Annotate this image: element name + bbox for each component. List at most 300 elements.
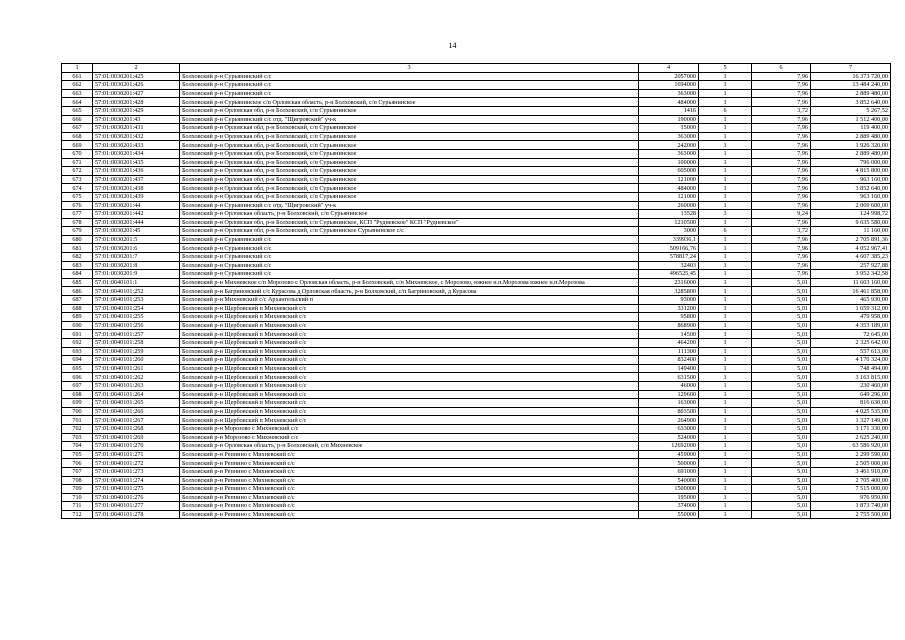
- address-cell: Болховский р-н Щербовский п Михневский с/с: [180, 381, 639, 390]
- row-number-cell: 681: [62, 244, 93, 253]
- cadastral-number-cell: 57:01:0030201:43: [93, 115, 180, 124]
- cadastral-number-cell: 57:01:0040101:265: [93, 399, 180, 408]
- rate-cell: 7,96: [752, 167, 811, 176]
- cadastral-value-cell: 1 659 312,00: [811, 304, 891, 313]
- land-plots-table: [61, 63, 891, 519]
- rate-cell: 7,96: [752, 184, 811, 193]
- header-row: [62, 64, 891, 73]
- row-number-cell: 710: [62, 493, 93, 502]
- row-number-cell: 694: [62, 356, 93, 365]
- area-cell: 832400: [639, 356, 699, 365]
- area-cell: 100000: [639, 158, 699, 167]
- table-row: [62, 132, 891, 141]
- table-row: [62, 459, 891, 468]
- table-row: [62, 192, 891, 201]
- address-cell: Болховский р-н Сурьянинский с/с: [180, 235, 639, 244]
- rate-cell: 9,24: [752, 210, 811, 219]
- cadastral-value-cell: 2 625 240,00: [811, 433, 891, 442]
- category-cell: 1: [699, 141, 752, 150]
- table-row: [62, 106, 891, 115]
- area-cell: 195000: [639, 493, 699, 502]
- category-cell: 1: [699, 270, 752, 279]
- area-cell: 121000: [639, 175, 699, 184]
- table-row: [62, 81, 891, 90]
- area-cell: 484000: [639, 98, 699, 107]
- table-row: [62, 218, 891, 227]
- address-cell: Болховский р-н Орловская область, р-н Болховский, с/п Михневское: [180, 442, 639, 451]
- table-row: [62, 253, 891, 262]
- area-cell: 331200: [639, 304, 699, 313]
- cadastral-value-cell: 649 296,00: [811, 390, 891, 399]
- cadastral-number-cell: 57:01:0030201:6: [93, 244, 180, 253]
- table-row: [62, 149, 891, 158]
- cadastral-value-cell: 3 952 342,58: [811, 270, 891, 279]
- column-header: 5: [699, 64, 752, 73]
- cadastral-number-cell: 57:01:0040101:262: [93, 373, 180, 382]
- area-cell: 633000: [639, 424, 699, 433]
- row-number-cell: 699: [62, 399, 93, 408]
- address-cell: Болховский р-н Багриновский с/с Курасова д Орловская область, р-н Болховский, с/п Багриновский, д Курасова: [180, 287, 639, 296]
- area-cell: 363000: [639, 89, 699, 98]
- area-cell: 524000: [639, 433, 699, 442]
- table-row: [62, 201, 891, 210]
- address-cell: Болховский р-н Сурьянинский с/с: [180, 253, 639, 262]
- table-row: [62, 485, 891, 494]
- category-cell: 1: [699, 510, 752, 519]
- cadastral-value-cell: 257 927,88: [811, 261, 891, 270]
- table-row: [62, 399, 891, 408]
- category-cell: 1: [699, 339, 752, 348]
- cadastral-number-cell: 57:01:0030201:428: [93, 98, 180, 107]
- row-number-cell: 679: [62, 227, 93, 236]
- area-cell: 484000: [639, 184, 699, 193]
- row-number-cell: 668: [62, 132, 93, 141]
- area-cell: 121000: [639, 192, 699, 201]
- rate-cell: 7,96: [752, 218, 811, 227]
- cadastral-number-cell: 57:01:0030201:433: [93, 141, 180, 150]
- cadastral-value-cell: 4 170 324,00: [811, 356, 891, 365]
- table-row: [62, 373, 891, 382]
- cadastral-value-cell: 16 461 858,00: [811, 287, 891, 296]
- category-cell: 1: [699, 304, 752, 313]
- cadastral-value-cell: 11 160,00: [811, 227, 891, 236]
- area-cell: 363000: [639, 132, 699, 141]
- row-number-cell: 678: [62, 218, 93, 227]
- rate-cell: 5,01: [752, 287, 811, 296]
- category-cell: 1: [699, 390, 752, 399]
- rate-cell: 7,96: [752, 98, 811, 107]
- address-cell: Болховский р-н Орловская обл, р-н Болховский, с/п Сурьянинское: [180, 184, 639, 193]
- rate-cell: 5,01: [752, 485, 811, 494]
- row-number-cell: 672: [62, 167, 93, 176]
- row-number-cell: 684: [62, 270, 93, 279]
- cadastral-value-cell: 16 373 720,00: [811, 72, 891, 81]
- rate-cell: 7,96: [752, 158, 811, 167]
- cadastral-number-cell: 57:01:0040101:275: [93, 485, 180, 494]
- cadastral-value-cell: 2 705 891,36: [811, 235, 891, 244]
- category-cell: 1: [699, 218, 752, 227]
- cadastral-number-cell: 57:01:0040101:267: [93, 416, 180, 425]
- area-cell: 339936,1: [639, 235, 699, 244]
- category-cell: 1: [699, 373, 752, 382]
- table-row: [62, 124, 891, 133]
- table-row: [62, 89, 891, 98]
- category-cell: 1: [699, 442, 752, 451]
- cadastral-value-cell: 748 494,00: [811, 364, 891, 373]
- row-number-cell: 693: [62, 347, 93, 356]
- cadastral-value-cell: 4 815 800,00: [811, 167, 891, 176]
- area-cell: 3285800: [639, 287, 699, 296]
- row-number-cell: 697: [62, 381, 93, 390]
- rate-cell: 5,01: [752, 476, 811, 485]
- area-cell: 13528: [639, 210, 699, 219]
- category-cell: 1: [699, 81, 752, 90]
- category-cell: 1: [699, 364, 752, 373]
- column-header: 2: [93, 64, 180, 73]
- address-cell: Болховский р-н Орловская область, р-н Болховский, с/п Сурьянинское: [180, 210, 639, 219]
- area-cell: 1694000: [639, 81, 699, 90]
- category-cell: 3: [699, 210, 752, 219]
- cadastral-number-cell: 57:01:0040101:266: [93, 407, 180, 416]
- cadastral-number-cell: 57:01:0040101:258: [93, 339, 180, 348]
- address-cell: Болховский р-н Сурьянинский с/с: [180, 270, 639, 279]
- cadastral-number-cell: 57:01:0030201:9: [93, 270, 180, 279]
- table-row: [62, 321, 891, 330]
- cadastral-number-cell: 57:01:0040101:264: [93, 390, 180, 399]
- table-row: [62, 416, 891, 425]
- address-cell: Болховский р-н Щербовский п Михневский с/с: [180, 373, 639, 382]
- cadastral-number-cell: 57:01:0040101:274: [93, 476, 180, 485]
- row-number-cell: 663: [62, 89, 93, 98]
- row-number-cell: 670: [62, 149, 93, 158]
- table-row: [62, 184, 891, 193]
- category-cell: 1: [699, 313, 752, 322]
- table-row: [62, 210, 891, 219]
- category-cell: 1: [699, 424, 752, 433]
- address-cell: Болховский р-н Михневский с/с Архангельский п: [180, 296, 639, 305]
- row-number-cell: 665: [62, 106, 93, 115]
- cadastral-value-cell: 230 460,00: [811, 381, 891, 390]
- area-cell: 14500: [639, 330, 699, 339]
- row-number-cell: 687: [62, 296, 93, 305]
- row-number-cell: 682: [62, 253, 93, 262]
- area-cell: 550000: [639, 510, 699, 519]
- rate-cell: 5,01: [752, 381, 811, 390]
- cadastral-value-cell: 963 160,00: [811, 175, 891, 184]
- category-cell: 6: [699, 106, 752, 115]
- category-cell: 1: [699, 253, 752, 262]
- cadastral-number-cell: 57:01:0030201:425: [93, 72, 180, 81]
- area-cell: 46000: [639, 381, 699, 390]
- rate-cell: 7,96: [752, 149, 811, 158]
- area-cell: 500000: [639, 459, 699, 468]
- column-header: 3: [180, 64, 639, 73]
- area-cell: 374000: [639, 502, 699, 511]
- cadastral-value-cell: 4 025 535,00: [811, 407, 891, 416]
- category-cell: 1: [699, 321, 752, 330]
- area-cell: 260000: [639, 201, 699, 210]
- area-cell: 264900: [639, 416, 699, 425]
- cadastral-number-cell: 57:01:0040101:259: [93, 347, 180, 356]
- row-number-cell: 708: [62, 476, 93, 485]
- table-row: [62, 244, 891, 253]
- cadastral-value-cell: 2 705 400,00: [811, 476, 891, 485]
- address-cell: Болховский р-н Щербовский п Михневский с/с: [180, 339, 639, 348]
- cadastral-value-cell: 3 852 640,00: [811, 98, 891, 107]
- row-number-cell: 690: [62, 321, 93, 330]
- area-cell: 2057000: [639, 72, 699, 81]
- row-number-cell: 683: [62, 261, 93, 270]
- table-row: [62, 364, 891, 373]
- address-cell: Болховский р-н Орловская обл, р-н Болховский, с/п Сурьянинское: [180, 158, 639, 167]
- cadastral-value-cell: 2 325 642,00: [811, 339, 891, 348]
- table-row: [62, 493, 891, 502]
- rate-cell: 7,96: [752, 72, 811, 81]
- cadastral-value-cell: 816 630,00: [811, 399, 891, 408]
- category-cell: 6: [699, 227, 752, 236]
- row-number-cell: 674: [62, 184, 93, 193]
- category-cell: 1: [699, 450, 752, 459]
- cadastral-value-cell: 796 000,00: [811, 158, 891, 167]
- rate-cell: 7,96: [752, 261, 811, 270]
- category-cell: 1: [699, 381, 752, 390]
- column-header: 4: [639, 64, 699, 73]
- address-cell: Болховский р-н Орловская обл, р-н Болховский, с/п Сурьянинское: [180, 167, 639, 176]
- table-row: [62, 296, 891, 305]
- address-cell: Болховский р-н Щербовский п Михневский с/с: [180, 364, 639, 373]
- cadastral-value-cell: 124 998,72: [811, 210, 891, 219]
- cadastral-number-cell: 57:01:0030201:437: [93, 175, 180, 184]
- address-cell: Болховский р-н Щербовский п Михневский с/с: [180, 390, 639, 399]
- cadastral-value-cell: 1 873 740,00: [811, 502, 891, 511]
- address-cell: Болховский р-н Щербовский п Михневский с/с: [180, 313, 639, 322]
- cadastral-value-cell: 13 484 240,00: [811, 81, 891, 90]
- cadastral-number-cell: 57:01:0030201:429: [93, 106, 180, 115]
- table-row: [62, 304, 891, 313]
- cadastral-number-cell: 57:01:0030201:432: [93, 132, 180, 141]
- cadastral-number-cell: 57:01:0040101:255: [93, 313, 180, 322]
- address-cell: Болховский р-н Щербовский п Михневский с/с: [180, 321, 639, 330]
- rate-cell: 5,01: [752, 424, 811, 433]
- rate-cell: 7,96: [752, 89, 811, 98]
- column-header: 6: [752, 64, 811, 73]
- rate-cell: 5,01: [752, 416, 811, 425]
- cadastral-value-cell: 2 069 600,00: [811, 201, 891, 210]
- address-cell: Болховский р-н Сурьянинский с/с: [180, 81, 639, 90]
- cadastral-number-cell: 57:01:0030201:444: [93, 218, 180, 227]
- area-cell: 12692000: [639, 442, 699, 451]
- row-number-cell: 704: [62, 442, 93, 451]
- area-cell: 691000: [639, 467, 699, 476]
- table-row: [62, 510, 891, 519]
- cadastral-number-cell: 57:01:0040101:260: [93, 356, 180, 365]
- area-cell: 93000: [639, 296, 699, 305]
- row-number-cell: 692: [62, 339, 93, 348]
- address-cell: Болховский р-н Репнино с Михневский с/с: [180, 493, 639, 502]
- category-cell: 1: [699, 399, 752, 408]
- category-cell: 1: [699, 184, 752, 193]
- area-cell: 868900: [639, 321, 699, 330]
- address-cell: Болховский р-н Орловская обл, р-н Болховский, с/п Сурьянинское: [180, 124, 639, 133]
- rate-cell: 5,01: [752, 442, 811, 451]
- row-number-cell: 707: [62, 467, 93, 476]
- cadastral-number-cell: 57:01:0030201:427: [93, 89, 180, 98]
- category-cell: 1: [699, 235, 752, 244]
- address-cell: Болховский р-н Репнино с Михневский с/с: [180, 467, 639, 476]
- row-number-cell: 671: [62, 158, 93, 167]
- category-cell: 1: [699, 98, 752, 107]
- cadastral-number-cell: 57:01:0040101:270: [93, 442, 180, 451]
- address-cell: Болховский р-н Орловская обл, р-н Болховский, с/п Сурьянинское: [180, 132, 639, 141]
- row-number-cell: 705: [62, 450, 93, 459]
- row-number-cell: 676: [62, 201, 93, 210]
- rate-cell: 5,01: [752, 433, 811, 442]
- rate-cell: 3,72: [752, 227, 811, 236]
- table-row: [62, 381, 891, 390]
- category-cell: 1: [699, 416, 752, 425]
- address-cell: Болховский р-н Сурьянинский с/с: [180, 72, 639, 81]
- rate-cell: 5,01: [752, 347, 811, 356]
- table-body: [62, 72, 891, 519]
- cadastral-number-cell: 57:01:0030201:435: [93, 158, 180, 167]
- cadastral-number-cell: 57:01:0040101:256: [93, 321, 180, 330]
- rate-cell: 7,96: [752, 175, 811, 184]
- category-cell: 1: [699, 278, 752, 287]
- cadastral-number-cell: 57:01:0030201:442: [93, 210, 180, 219]
- cadastral-number-cell: 57:01:0040101:253: [93, 296, 180, 305]
- area-cell: 2316000: [639, 278, 699, 287]
- address-cell: Болховский р-н Сурьянинский с/с отд. "Щигровский" уч-к: [180, 115, 639, 124]
- address-cell: Болховский р-н Сурьянинский с/с: [180, 244, 639, 253]
- rate-cell: 7,96: [752, 253, 811, 262]
- table-row: [62, 227, 891, 236]
- area-cell: 190000: [639, 115, 699, 124]
- address-cell: Болховский р-н Сурьянинский с/с отд. "Щигровский" уч-к: [180, 201, 639, 210]
- table-row: [62, 175, 891, 184]
- area-cell: 129600: [639, 390, 699, 399]
- table-row: [62, 158, 891, 167]
- cadastral-value-cell: 4 353 189,00: [811, 321, 891, 330]
- cadastral-number-cell: 57:01:0030201:5: [93, 235, 180, 244]
- address-cell: Болховский р-н Орловская обл, р-н Болховский, с/п Сурьянинское: [180, 175, 639, 184]
- cadastral-value-cell: 479 958,00: [811, 313, 891, 322]
- cadastral-number-cell: 57:01:0030201:431: [93, 124, 180, 133]
- address-cell: Болховский р-н Морозово с Михневский с/с: [180, 433, 639, 442]
- cadastral-value-cell: 557 613,00: [811, 347, 891, 356]
- address-cell: Болховский р-н Сурьянинский с/с: [180, 261, 639, 270]
- address-cell: Болховский р-н Щербовский п Михневский с/с: [180, 407, 639, 416]
- cadastral-value-cell: 11 603 160,00: [811, 278, 891, 287]
- address-cell: Болховский р-н Щербовский п Михневский с/с: [180, 399, 639, 408]
- cadastral-value-cell: 963 160,00: [811, 192, 891, 201]
- category-cell: 1: [699, 192, 752, 201]
- cadastral-value-cell: 1 327 149,00: [811, 416, 891, 425]
- cadastral-value-cell: 976 950,00: [811, 493, 891, 502]
- row-number-cell: 689: [62, 313, 93, 322]
- table-row: [62, 476, 891, 485]
- column-header: 7: [811, 64, 891, 73]
- category-cell: 1: [699, 356, 752, 365]
- table-row: [62, 141, 891, 150]
- area-cell: 605000: [639, 167, 699, 176]
- address-cell: Болховский р-н Репнино с Михневский с/с: [180, 502, 639, 511]
- rate-cell: 5,01: [752, 502, 811, 511]
- area-cell: 803500: [639, 407, 699, 416]
- category-cell: 1: [699, 201, 752, 210]
- area-cell: 459000: [639, 450, 699, 459]
- category-cell: 1: [699, 467, 752, 476]
- rate-cell: 7,96: [752, 141, 811, 150]
- address-cell: Болховский р-н Щербовский п Михневский с/с: [180, 304, 639, 313]
- rate-cell: 7,96: [752, 192, 811, 201]
- rate-cell: 5,01: [752, 356, 811, 365]
- address-cell: Болховский р-н Репнино с Михневский с/с: [180, 450, 639, 459]
- rate-cell: 5,01: [752, 459, 811, 468]
- table-row: [62, 407, 891, 416]
- area-cell: 111300: [639, 347, 699, 356]
- address-cell: Болховский р-н Орловская обл, р-н Болховский, с/п Сурьянинское, КСП "Рудневское" КСП "Рудневское": [180, 218, 639, 227]
- area-cell: 631500: [639, 373, 699, 382]
- row-number-cell: 696: [62, 373, 93, 382]
- category-cell: 1: [699, 175, 752, 184]
- cadastral-number-cell: 57:01:0040101:277: [93, 502, 180, 511]
- cadastral-value-cell: 72 645,00: [811, 330, 891, 339]
- rate-cell: 5,01: [752, 313, 811, 322]
- rate-cell: 5,01: [752, 399, 811, 408]
- cadastral-value-cell: 119 400,00: [811, 124, 891, 133]
- cadastral-value-cell: 2 889 480,00: [811, 89, 891, 98]
- cadastral-value-cell: 465 930,00: [811, 296, 891, 305]
- rate-cell: 7,96: [752, 132, 811, 141]
- row-number-cell: 666: [62, 115, 93, 124]
- address-cell: Болховский р-н Сурьянинское с/п Орловская область, р-н Болховский, с/п Сурьянинское: [180, 98, 639, 107]
- table-row: [62, 270, 891, 279]
- cadastral-number-cell: 57:01:0040101:263: [93, 381, 180, 390]
- category-cell: 1: [699, 459, 752, 468]
- row-number-cell: 686: [62, 287, 93, 296]
- address-cell: Болховский р-н Орловская обл, р-н Болховский, с/п Сурьянинское: [180, 106, 639, 115]
- rate-cell: 7,96: [752, 270, 811, 279]
- row-number-cell: 662: [62, 81, 93, 90]
- address-cell: Болховский р-н Репнино с Михневский с/с: [180, 459, 639, 468]
- category-cell: 1: [699, 132, 752, 141]
- area-cell: 242000: [639, 141, 699, 150]
- category-cell: 1: [699, 115, 752, 124]
- row-number-cell: 680: [62, 235, 93, 244]
- area-cell: 496525,45: [639, 270, 699, 279]
- table-row: [62, 261, 891, 270]
- area-cell: 1210500: [639, 218, 699, 227]
- area-cell: 464200: [639, 339, 699, 348]
- cadastral-number-cell: 57:01:0030201:45: [93, 227, 180, 236]
- category-cell: 1: [699, 89, 752, 98]
- rate-cell: 7,96: [752, 81, 811, 90]
- cadastral-number-cell: 57:01:0040101:252: [93, 287, 180, 296]
- row-number-cell: 701: [62, 416, 93, 425]
- cadastral-number-cell: 57:01:0040101:269: [93, 433, 180, 442]
- table-row: [62, 356, 891, 365]
- area-cell: 149400: [639, 364, 699, 373]
- cadastral-value-cell: 1 926 320,00: [811, 141, 891, 150]
- row-number-cell: 691: [62, 330, 93, 339]
- cadastral-value-cell: 3 171 330,00: [811, 424, 891, 433]
- cadastral-value-cell: 2 755 500,00: [811, 510, 891, 519]
- category-cell: 1: [699, 433, 752, 442]
- address-cell: Болховский р-н Репнино с Михневский с/с: [180, 476, 639, 485]
- cadastral-value-cell: 7 515 000,00: [811, 485, 891, 494]
- area-cell: 163000: [639, 399, 699, 408]
- cadastral-value-cell: 2 889 480,00: [811, 149, 891, 158]
